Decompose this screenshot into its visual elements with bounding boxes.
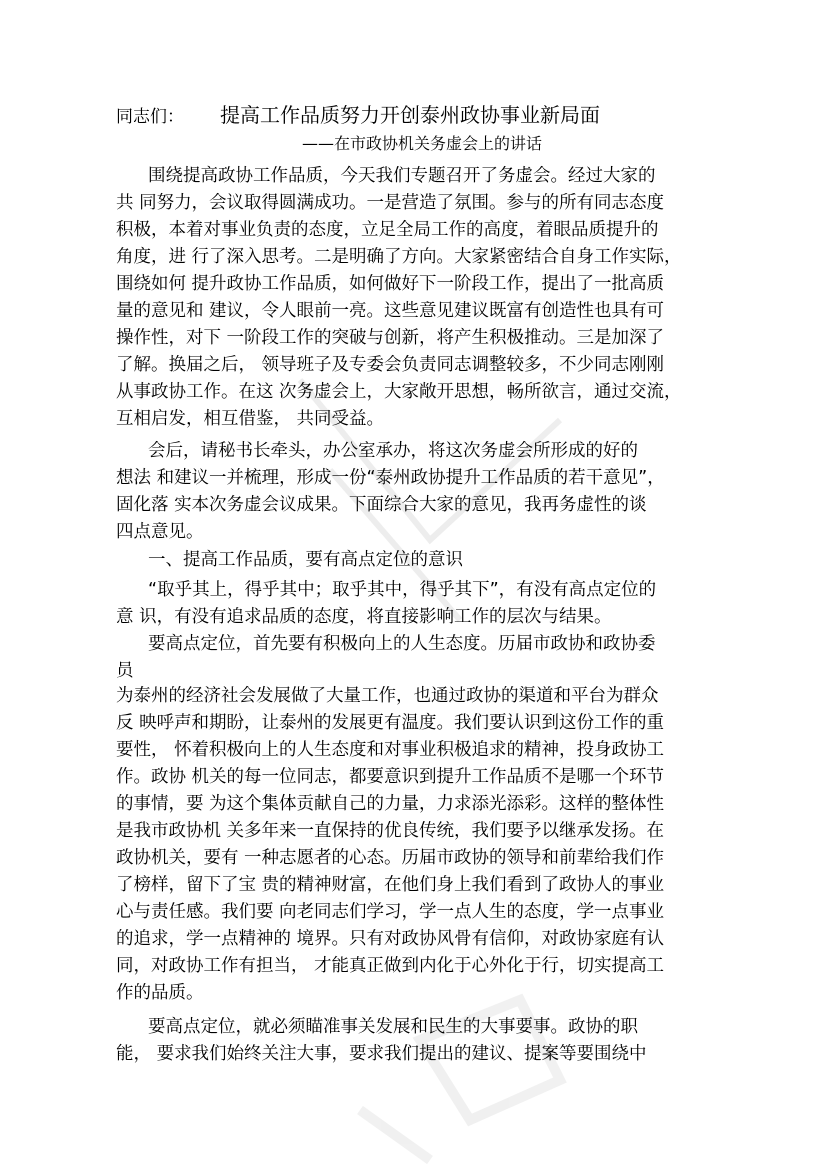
body-line: 操作性，对下 一阶段工作的突破与创新，将产生积极推动。三是加深了: [116, 328, 665, 348]
body-line: 固化落 实本次务虚会议成果。下面综合大家的意见，我再务虚性的谈: [116, 495, 647, 515]
body-line: 想法 和建议一并梳理，形成一份“泰州政协提升工作品质的若干意见”，: [116, 468, 665, 488]
body-line: 共 同努力，会议取得圆满成功。一是营造了氛围。参与的所有同志态度: [116, 193, 665, 213]
body-line: 的追求，学一点精神的 境界。只有对政协风骨有信仰，对政协家庭有认: [116, 929, 665, 949]
body-line: 是我市政协机 关多年来一直保持的优良传统，我们要予以继承发扬。在: [116, 821, 665, 841]
document-subtitle: ——在市政协机关务虚会上的讲话: [302, 134, 543, 153]
body-line: 作。政协 机关的每一位同志，都要意识到提升工作品质不是哪一个环节: [116, 767, 665, 787]
body-line: 为泰州的经济社会发展做了大量工作，也通过政协的渠道和平台为群众: [116, 686, 659, 706]
body-line: 会后，请秘书长牵头，办公室承办，将这次务虚会所形成的好的: [148, 441, 638, 461]
body-line: 同，对政协工作有担当， 才能真正做到内化于心外化于行，切实提高工: [116, 956, 665, 976]
body-line: 的事情，要 为这个集体贡献自己的力量，力求添光添彩。这样的整体性: [116, 794, 665, 814]
body-line: 围绕提高政协工作品质，今天我们专题召开了务虚会。经过大家的: [148, 166, 656, 186]
body-line: 政协机关，要有 一种志愿者的心态。历届市政协的领导和前辈给我们作: [116, 848, 665, 868]
body-line: 四点意见。: [116, 522, 204, 542]
body-line: 反 映呼声和期盼，让泰州的发展更有温度。我们要认识到这份工作的重: [116, 713, 665, 733]
body-line: 了榜样，留下了宝 贵的精神财富，在他们身上我们看到了政协人的事业: [116, 875, 665, 895]
body-line: 积极，本着对事业负责的态度，立足全局工作的高度，着眼品质提升的: [116, 220, 659, 240]
body-line: 要高点定位，首先要有积极向上的人生态度。历届市政协和政协委: [148, 634, 656, 654]
body-line: 了解。换届之后， 领导班子及专委会负责同志调整较多，不少同志刚刚: [116, 355, 665, 375]
body-line: 围绕如何 提升政协工作品质，如何做好下一阶段工作，提出了一批高质: [116, 274, 665, 294]
body-line: 心与责任感。我们要 向老同志们学习，学一点人生的态度，学一点事业: [116, 902, 665, 922]
body-line: 要高点定位，就必须瞄准事关发展和民生的大事要事。政协的职: [148, 1017, 638, 1037]
body-line: 要性， 怀着积极向上的人生态度和对事业积极追求的精神，投身政协工: [116, 740, 665, 760]
body-line: 员: [116, 661, 134, 681]
salutation: 同志们：: [116, 107, 184, 127]
watermark-stroke-4: [360, 1110, 430, 1160]
section-heading: 一、提高工作品质，要有高点定位的意识: [148, 550, 463, 570]
body-line: 能， 要求我们始终关注大事，要求我们提出的建议、提案等要围绕中: [116, 1044, 647, 1064]
body-line: 从事政协工作。在这 次务虚会上，大家敞开思想，畅所欲言，通过交流，: [116, 382, 682, 402]
body-line: “取乎其上，得乎其中；取乎其中，得乎其下”，有没有高点定位的: [148, 580, 657, 600]
body-line: 意 识，有没有追求品质的态度，将直接影响工作的层次与结果。: [116, 607, 612, 627]
body-line: 互相启发，相互借鉴， 共同受益。: [116, 409, 385, 429]
document-title: 提高工作品质努力开创泰州政协事业新局面: [220, 103, 600, 127]
body-line: 量的意见和 建议，令人眼前一亮。这些意见建议既富有创造性也具有可: [116, 301, 665, 321]
body-line: 角度，进 行了深入思考。二是明确了方向。大家紧密结合自身工作实际，: [116, 247, 682, 267]
body-line: 作的品质。: [116, 983, 204, 1003]
